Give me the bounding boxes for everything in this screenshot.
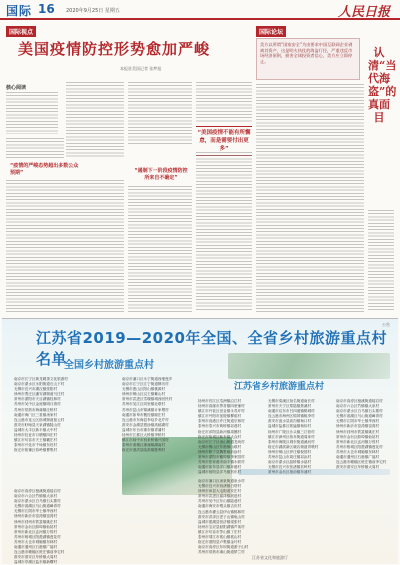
provincial-list-c <box>198 479 264 555</box>
village-list-item: 盐城市亭湖区盐东镇新曙村 <box>14 560 58 565</box>
village-list-item: 徐州市邳州市铁富镇姚庄村 <box>336 429 380 434</box>
ad-footer: 江苏省文化和旅游厅 <box>252 555 288 560</box>
village-list-item: 常州市武进区嘉泽镇跃进村 <box>198 494 242 499</box>
village-list-item: 扬州市广陵区沙头镇三江营村 <box>268 429 315 434</box>
village-list-item: 镇江市句容市天王镇戴庄村 <box>14 438 58 443</box>
village-list-item: 盐城市建湖县恒济镇梁张村 <box>198 519 242 524</box>
village-list-item: 徐州市铜山区汉王镇紫山村 <box>122 392 166 397</box>
village-list-item: 无锡市宜兴市西渚镇白塔村 <box>198 484 242 489</box>
village-list-item: 南通市通州区石港镇广福村 <box>336 455 380 460</box>
village-list-item: 宿迁市泗阳县卢集镇金圩村 <box>198 540 242 545</box>
village-list-item: 连云港市海州区锦屏镇桃李村 <box>268 414 315 419</box>
village-list-item: 常州市金坛区薛埠镇仙姑村 <box>14 524 58 529</box>
village-list-item: 连云港市东海县李埝乡北芹村 <box>122 417 169 422</box>
village-list-item: 连云港市灌云县伊山镇郁林村 <box>198 509 245 514</box>
village-list-item: 苏州市吴中区金庭镇明月湾村 <box>14 402 61 407</box>
village-list-item: 南通市启东市吕四港镇鹤城村 <box>268 409 315 414</box>
village-list-item: 南京市六合区竹镇镇大泉村 <box>14 494 58 499</box>
village-list-item: 苏州市常熟市虞山街道梦兰村 <box>198 550 245 555</box>
village-list-item: 镇江市丹阳市延陵镇柳茹村 <box>198 414 242 419</box>
village-list-item: 无锡市宜兴市湖㳇镇张阳村 <box>14 387 58 392</box>
village-list-item: 常州市武进区雪堰镇城西回民村 <box>122 397 173 402</box>
village-list-item: 扬州市江都区大桥镇李桥村 <box>122 433 166 438</box>
provincial-list-e <box>336 399 396 475</box>
village-list-item: 扬州市邗江区瓜洲镇沿江村 <box>198 399 242 403</box>
village-list-item: 连云港市赣榆区班庄镇前李宅村 <box>336 460 387 465</box>
village-list-item: 苏州市相城区阳澄湖镇莲花村 <box>14 534 61 539</box>
village-list-item: 无锡市梁溪区扬名街道南长村 <box>268 399 315 403</box>
provincial-list-a <box>14 489 114 565</box>
village-list-item: 泰州市靖江市孤山镇孤山村 <box>198 535 242 540</box>
masthead-logo: 人民日报 <box>337 5 390 20</box>
ad-subtitle-provincial: 江苏省乡村旅游重点村 <box>234 382 325 392</box>
commentary-title: 认清“当代海盗”的真面目 <box>368 46 397 124</box>
village-list-item: 苏州市昆山市锦溪镇计家墩村 <box>122 407 169 412</box>
article-column <box>66 82 124 158</box>
article-column <box>128 82 192 144</box>
section-name: 国际 <box>6 4 33 18</box>
village-list-item: 连云港市连云区宿城街道留云村 <box>14 417 65 422</box>
village-list-item: 南京市高淳区桠溪街道瑶宕村 <box>336 399 383 403</box>
section-tag-left: 国际视点 <box>6 26 36 37</box>
article-column <box>6 138 64 158</box>
village-list-item: 南京市浦口区汤泉街道泉水村 <box>198 479 245 483</box>
village-list-item: 淮安市洪泽区老子山镇龟山村 <box>198 514 245 519</box>
article-headline: 美国疫情防控形势愈加严峻 <box>18 40 211 58</box>
village-list-item: 镇江市润州区蒋乔街道周家村 <box>268 434 315 439</box>
village-list-item: 徐州市贾汪区潘安湖街道马庄村 <box>14 392 65 397</box>
village-list-item: 徐州市沛县大屯街道安庄村 <box>198 489 242 494</box>
village-list-item: 苏州市相城区阳澄湖镇莲花村 <box>336 444 383 449</box>
village-list-item: 盐城市射阳县洋马镇贺东村 <box>198 470 242 475</box>
village-list-item: 无锡市锡山区东港镇山联村 <box>198 444 242 449</box>
village-list-item: 南通市通州区石港镇广福村 <box>14 545 58 550</box>
pull-quote: “美国疫情不能有所懈怠，而是需要付出更多” <box>196 126 252 156</box>
page-number: 16 <box>38 2 55 16</box>
village-list-item: 镇江市句容市茅山镇丁庄村 <box>198 529 242 534</box>
article-subhead: “遏制下一阶段疫情防控所来自不确定” <box>134 168 188 181</box>
village-list-item: 常州市金坛区薛埠镇仙姑村 <box>336 434 380 439</box>
village-list-item: 南通市如皋市搬经镇顾庄村 <box>122 412 166 417</box>
village-list-item: 南京市高淳区东坝街道游子山村 <box>198 545 249 550</box>
village-list-item: 南京市溧水区晶桥镇水晶村 <box>268 460 312 465</box>
village-list-item: 宿迁市宿豫区侍岭镇曹集村 <box>14 448 58 453</box>
ad-badge: 公告 <box>382 322 390 327</box>
village-list-item: 苏州市昆山市周庄镇祁浜村 <box>268 455 312 460</box>
village-list-item: 苏州市张家港市南丰镇永联村 <box>198 460 245 465</box>
village-list-item: 常州市新北区孟河镇万绥村 <box>14 529 58 534</box>
village-list-item: 南京市溧水区白马镇石头寨村 <box>336 409 383 414</box>
village-list-item: 宿迁市宿城区耿车镇大众村 <box>198 434 242 439</box>
provincial-list-d <box>268 399 332 475</box>
village-list-item: 镇江市丹徒区世业镇永茂圩村 <box>198 409 245 414</box>
article-column <box>196 82 252 122</box>
issue-date: 2020年9月25日 星期五 <box>66 8 120 14</box>
village-list-item: 泰州市兴化市千垛镇东旺村 <box>14 443 58 448</box>
village-list-item: 南京市溧水区白马镇石头寨村 <box>14 499 61 504</box>
village-list-item: 宿迁市湖滨新区晓店街道青墩村 <box>268 444 319 449</box>
village-list-item: 徐州市铜山区伊庄镇倪园村 <box>268 449 312 454</box>
village-list-item: 淮安市淮安区车桥镇大周村 <box>336 465 380 470</box>
village-list-item: 苏州市太仓市城厢镇东林村 <box>336 449 380 454</box>
village-list-item: 南通市如东县洋口镇环港村 <box>198 465 242 470</box>
article-column <box>128 186 192 312</box>
tourism-advertisement <box>2 318 398 564</box>
article-column <box>196 152 252 312</box>
provincial-list-b <box>198 399 264 475</box>
village-list-item: 常州市溧阳市天目湖镇桂林村 <box>14 397 61 402</box>
article-subhead: “疫情的严峻态势超出多数公众预期” <box>10 163 79 176</box>
village-list-item: 南京市江宁区汤山街道龙尚村 <box>198 439 245 444</box>
village-list-item: 泰州市海陵区城东街道溪河村 <box>268 439 315 444</box>
national-list-a <box>14 377 114 457</box>
village-list-item: 无锡市江阴市华士镇华西村 <box>336 419 380 424</box>
commentary-intro: 美方以所谓“国家安全”为由要求中国互联网企业剥离其资产，这是明火执仗的海盗行径，严重违反市场经济原则，损害全球投资者信心，美方应立即停止。 <box>260 42 353 64</box>
village-list-item: 无锡市滨湖区马山街道嶂青村 <box>14 504 61 509</box>
landscape-photo <box>228 353 390 379</box>
village-list-item: 宿迁市沭阳县新河镇周圈村 <box>198 429 242 434</box>
village-list-item: 南通市海门区三星镇汤家村 <box>14 412 58 417</box>
article-byline: 本报驻美国记者 张梦旭 <box>120 66 162 71</box>
village-list-item: 连云港市赣榆区班庄镇前李宅村 <box>14 550 65 555</box>
village-list-item: 扬州市宝应县射阳湖镇芦荡村 <box>198 524 245 529</box>
village-list-item: 无锡市惠山区阳山镇桃源村 <box>122 387 166 392</box>
article-column <box>6 92 58 134</box>
village-list-item: 宿迁市泗洪县临淮镇胜利村 <box>122 448 166 453</box>
village-list-item: 扬州市高邮市界首镇四里铺村 <box>198 404 245 409</box>
village-list-item: 无锡市宜兴市张渚镇茗岭村 <box>268 465 312 470</box>
village-list-item: 盐城市大丰区新丰镇大中村 <box>14 427 58 432</box>
lead-label: 核心阅读 <box>6 85 27 91</box>
village-list-item: 常州市溧阳市戴埠镇李家园村 <box>198 455 245 460</box>
village-list-item: 南京市江宁区黄龙岘茶文化旅游村 <box>14 377 68 381</box>
village-list-item: 苏州市吴江区同里镇北联村 <box>122 402 166 407</box>
village-list-item: 苏州市常熟市海虞镇汪桥村 <box>14 407 58 412</box>
village-list-item: 常州市金坛区指前镇东浦村 <box>268 470 312 475</box>
village-list-item: 徐州市新沂市窑湾镇窑湾村 <box>336 424 380 429</box>
village-list-item: 泰州市高港区许庄街道宗林村 <box>198 419 245 424</box>
commentary-column <box>256 84 364 312</box>
section-tag-right: 国际论坛 <box>256 26 286 37</box>
village-list-item: 扬州市仪征市月塘镇四庄村 <box>14 433 58 438</box>
village-list-item: 淮安市盱眙县天泉湖镇陡山村 <box>14 422 61 427</box>
village-list-item: 淮安市淮安区车桥镇大周村 <box>14 555 58 560</box>
village-list-item: 南京市浦口区永宁街道西埂莲乡 <box>122 377 173 381</box>
village-list-item: 徐州市邳州市铁富镇姚庄村 <box>14 519 58 524</box>
village-list-item: 南通市海安市墩头镇吉庆村 <box>198 504 242 509</box>
village-list-item: 南京市江宁区江宁街道牌坊村 <box>122 382 169 387</box>
village-list-item: 淮安市金湖县银涂镇高邮湖村 <box>122 422 169 427</box>
village-list-item: 镇江市扬中市西来桥镇兴国村 <box>122 438 169 443</box>
commentary-column <box>368 210 394 312</box>
ad-title: 江苏省2019—2020年全国、全省乡村旅游重点村名单 <box>36 329 387 368</box>
village-list-item: 泰州市姜堰区溱潼镇湖南村 <box>122 443 166 448</box>
village-list-item: 南京市高淳区桠溪街道瑶宕村 <box>14 489 61 493</box>
village-list-item: 无锡市江阴市华士镇华西村 <box>14 509 58 514</box>
village-list-item: 无锡市滨湖区马山街道嶂青村 <box>336 414 383 419</box>
village-list-item: 徐州市睢宁县魏集镇前涂村 <box>198 449 242 454</box>
village-list-item: 泰州市泰兴市黄桥镇祁巷村 <box>198 424 242 429</box>
village-list-item: 盐城市东台市溱东镇青蒲村 <box>122 427 166 432</box>
village-list-item: 徐州市新沂市窑湾镇窑湾村 <box>14 514 58 519</box>
village-list-item: 淮安市涟水县高沟镇杨口村 <box>268 419 312 424</box>
article-column <box>6 180 124 312</box>
village-list-item: 常州市天宁区郑陆镇焦溪村 <box>268 404 312 409</box>
ad-subtitle-national: 全国乡村旅游重点村 <box>64 360 154 371</box>
village-list-item: 盐城市盐都区郭猛镇杨侍村 <box>268 424 312 429</box>
village-list-item: 南京市六合区竹镇镇大泉村 <box>336 404 380 409</box>
village-list-item: 南京市溧水区永阳街道石山下村 <box>14 382 65 387</box>
village-list-item: 常州市新北区孟河镇万绥村 <box>336 439 380 444</box>
page-header <box>0 0 400 20</box>
village-list-item: 苏州市吴中区东山镇陆巷村 <box>198 499 242 504</box>
village-list-item: 苏州市太仓市城厢镇东林村 <box>14 539 58 544</box>
